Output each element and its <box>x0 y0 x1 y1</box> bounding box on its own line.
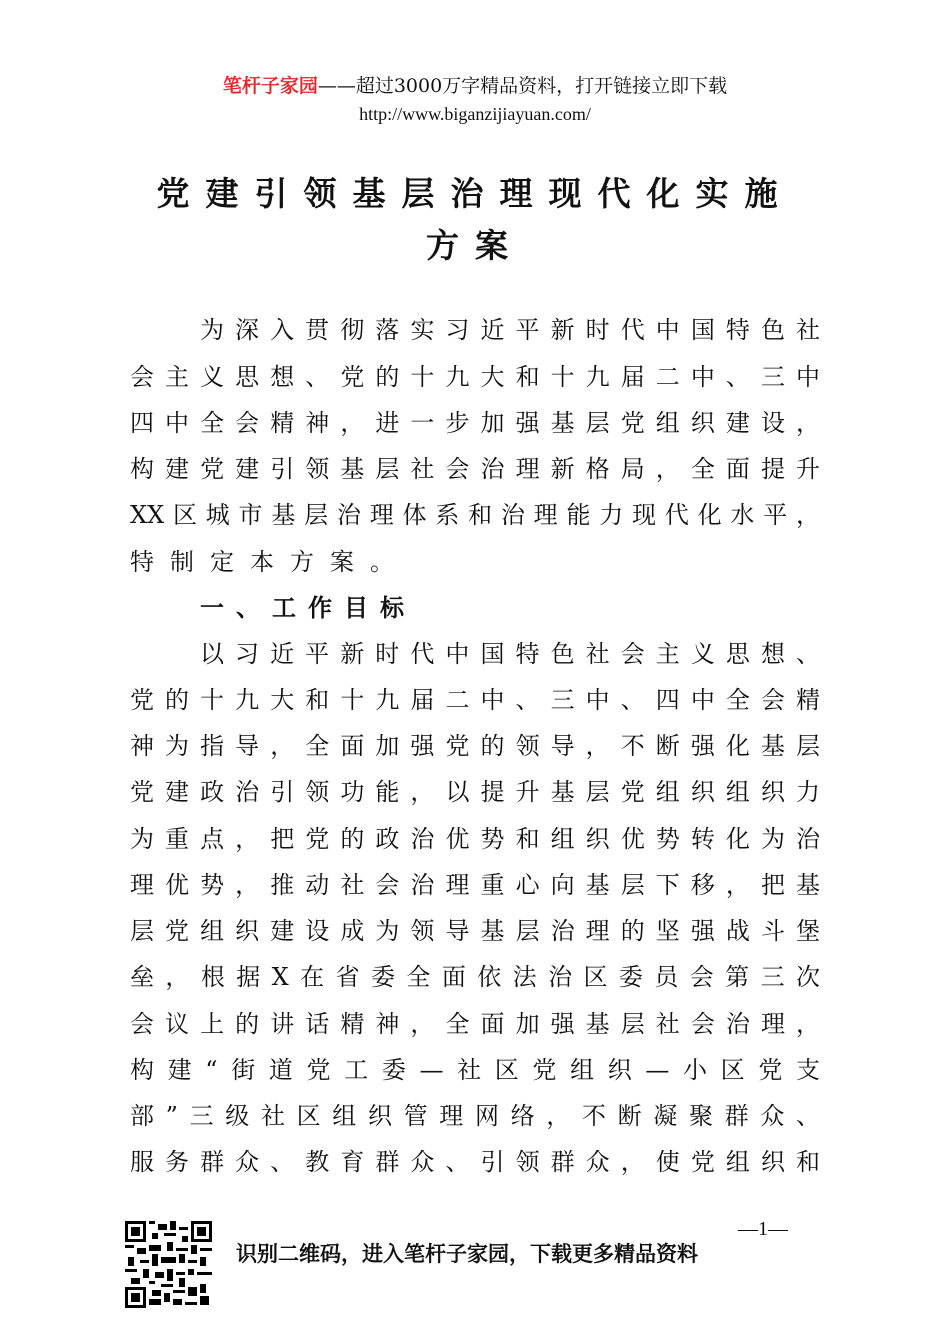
tagline-text: ——超过3000万字精品资料，打开链接立即下载 <box>317 75 728 97</box>
intro-line: 为深入贯彻落实习近平新时代中国特色社 <box>200 316 820 344</box>
body-line: 服务群众、教育群众、引领群众，使党组织和 <box>130 1148 820 1176</box>
body-line: 层党组织建设成为领导基层治理的坚强战斗堡 <box>130 917 820 945</box>
intro-line: 特制定本方案。 <box>130 548 410 576</box>
section-heading: 一、工作目标 <box>200 594 416 622</box>
body-line: 为重点，把党的政治优势和组织优势转化为治 <box>130 825 820 853</box>
body-line: 垒，根据X在省委全面依法治区委员会第三次 <box>130 963 820 991</box>
body-line: 党建政治引领功能，以提升基层党组织组织力 <box>130 778 820 806</box>
body-line: 党的十九大和十九届二中、三中、四中全会精 <box>130 686 820 714</box>
brand-name[interactable]: 笔杆子家园 <box>222 75 318 97</box>
qr-caption: 识别二维码，进入笔杆子家园，下载更多精品资料 <box>236 1241 698 1266</box>
header-tagline <box>0 74 950 98</box>
body-line: 部”三级社区组织管理网络，不断凝聚群众、 <box>130 1102 820 1130</box>
body-line: 构建“街道党工委—社区党组织—小区党支 <box>130 1056 820 1084</box>
intro-line: XX区城市基层治理体系和治理能力现代化水平， <box>130 501 820 529</box>
header-url[interactable]: http://www.biganzijiayuan.com/ <box>359 104 591 124</box>
qr-code-icon[interactable] <box>125 1221 212 1308</box>
intro-line: 会主义思想、党的十九大和十九届二中、三中 <box>130 363 820 391</box>
intro-line: 四中全会精神，进一步加强基层党组织建设， <box>130 409 820 437</box>
intro-line: 构建党建引领基层社会治理新格局，全面提升 <box>130 455 820 483</box>
body-line: 神为指导，全面加强党的领导，不断强化基层 <box>130 732 820 760</box>
document-title-line1: 党建引领基层治理现代化实施 <box>156 174 794 213</box>
page-number: —1— <box>738 1218 788 1240</box>
body-line: 以习近平新时代中国特色社会主义思想、 <box>200 640 820 668</box>
document-title-line2: 方案 <box>426 226 524 265</box>
body-line: 理优势，推动社会治理重心向基层下移，把基 <box>130 871 820 899</box>
body-line: 会议上的讲话精神，全面加强基层社会治理， <box>130 1010 820 1038</box>
